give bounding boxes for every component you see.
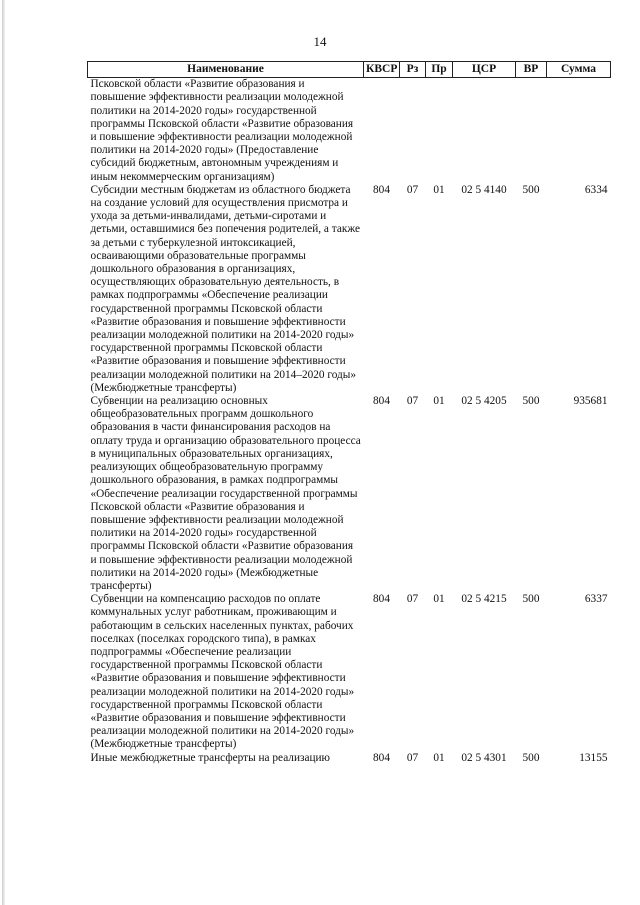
header-vr: ВР [516, 62, 547, 78]
row-csr: 02 5 4215 [461, 593, 507, 606]
row-vr: 500 [522, 183, 540, 196]
row-name: Иные межбюджетные трансферты на реализацию [90, 751, 331, 764]
table-header-row [88, 62, 611, 78]
row-pr: 01 [433, 751, 445, 764]
header-rz: Рз [400, 62, 426, 78]
row-vr: 500 [522, 751, 540, 764]
row-name: Субвенции на реализацию основных общеобразовательных программ дошкольного образования в части финансирования расходов на оплату труда и организацию образовательного процесса в муниципальных образовательных организациях, реализующих общеобразовательную программу дошкольного образования, в рамках подпрограммы «Обеспечение реализации государственной программы Псковской области «Развитие образования и повышение эффективности реализации молодежной политики на 2014-2020 годы» государственной программы Псковской области «Развитие образования и повышение эффективности реализации молодежной политики на 2014-2020 годы» (Межбюджетные трансферты) [90, 395, 361, 592]
row-kvsr: 804 [373, 395, 390, 408]
row-kvsr: 804 [373, 751, 390, 764]
header-pr: Пр [426, 62, 453, 78]
row-name: Субвенции на компенсацию расходов по оплате коммунальных услуг работникам, проживающим и работающим в сельских населенных пунктах, рабочих поселках (поселках городского типа), в рамках подпрограммы «Обеспечение реализации государственной программы Псковской области «Развитие образования и повышение эффективности реализации молодежной политики на 2014-2020 годы» государственной программы Псковской области «Развитие образования и повышение эффективности реализации молодежной политики на 2014-2020 годы» (Межбюджетные трансферты) [90, 593, 355, 751]
header-csr: ЦСР [453, 62, 516, 78]
row-sum: 6334 [584, 183, 608, 196]
scan-edge [2, 0, 5, 905]
row-vr: 500 [522, 395, 540, 408]
row-pr: 01 [433, 395, 445, 408]
row-csr: 02 5 4205 [461, 395, 507, 408]
table-row [88, 395, 611, 593]
row-rz: 07 [406, 183, 419, 196]
row-name: Субсидии местным бюджетам из областного бюджета на создание условий для осуществления присмотра и ухода за детьми-инвалидами, детьми-сиротами и детьми, оставшимися без попечения родителей, а также за детьми с туберкулезной интоксикацией, осваивающими образовательные программы дошкольного образования в организациях, осуществляющих образовательную деятельность, в рамках подпрограммы «Обеспечение реализации государственной программы Псковской области «Развитие образования и повышение эффективности реализации молодежной политики на 2014-2020 годы» государственной программы Псковской области «Развитие образования и повышение эффективности реализации молодежной политики на 2014–2020 годы» (Межбюджетные трансферты) [90, 183, 360, 394]
row-rz: 07 [406, 593, 419, 606]
row-name: Псковской области «Развитие образования и повышение эффективности реализации молодежной политики на 2014-2020 годы» государственной программы Псковской области «Развитие образования и повышение эффективности реализации молодежной политики на 2014-2020 годы» (Предоставление субсидий бюджетным, автономным учреждениям и иным некоммерческим организациям) [90, 78, 354, 183]
header-sum: Сумма [547, 62, 611, 78]
table-row [88, 752, 611, 765]
table-row [88, 78, 611, 184]
row-vr [516, 78, 547, 184]
table-row [88, 593, 611, 751]
row-sum: 13155 [579, 751, 608, 764]
row-kvsr: 804 [373, 593, 390, 606]
row-sum [547, 78, 611, 184]
budget-table [87, 61, 611, 765]
row-pr: 01 [433, 593, 445, 606]
row-pr [426, 78, 453, 184]
row-csr [453, 78, 516, 184]
row-pr: 01 [433, 183, 445, 196]
page-number: 14 [313, 34, 327, 49]
row-csr: 02 5 4140 [461, 183, 507, 196]
row-rz [400, 78, 426, 184]
row-vr: 500 [522, 593, 540, 606]
row-csr: 02 5 4301 [461, 751, 507, 764]
row-kvsr: 804 [373, 183, 390, 196]
row-rz: 07 [406, 395, 419, 408]
row-sum: 6337 [584, 593, 608, 606]
row-kvsr [364, 78, 400, 184]
table-row [88, 184, 611, 395]
header-name: Наименование [88, 62, 364, 78]
row-sum: 935681 [573, 395, 608, 408]
header-kvsr: КВСР [364, 62, 400, 78]
row-rz: 07 [406, 751, 419, 764]
